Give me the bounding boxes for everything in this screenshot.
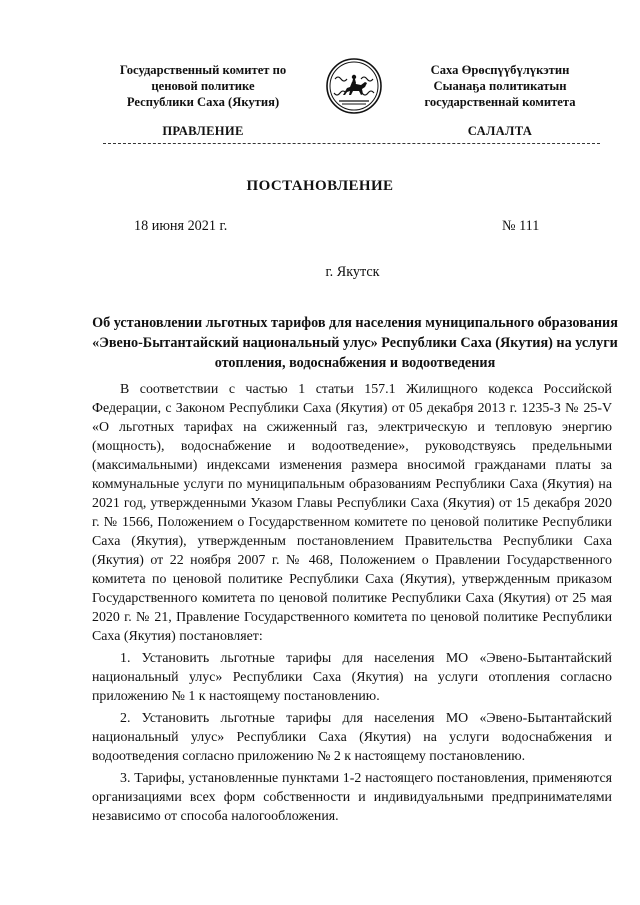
list-item: 2. Установить льготные тарифы для населения МО «Эвено-Бытантайский национальный улус» Республики Саха (Якутия) на услуги водоснабжения и водоотведения согласно приложению № 2 к настоящему постановлению. (92, 711, 612, 764)
header-left-line: Республики Саха (Якутия) (126, 95, 280, 109)
header-left-subtitle: ПРАВЛЕНИЕ (162, 124, 244, 138)
preamble-paragraph: В соответствии с частью 1 статьи 157.1 Жилищного кодекса Российской Федерации, с Законом Республики Саха (Якутия) от 05 декабря 2013 г. 1235-З № 25-V «О льготных тарифах на сжиженный газ, электрическую и тепловую энергию (мощность), водоснабжение и водоотведение», руководствуясь предельными (максимальными) индексами изменения размера вносимой гражданами платы за коммунальные услуги по муниципальным образованиям Республики Саха (Якутия) на 2021 год, утвержденными Указом Главы Республики Саха (Якутия) от 15 декабря 2020 г. № 1566, Положением о Государственном комитете по ценовой политике Республики Саха (Якутия), утвержденным постановлением Правительства Республики Саха (Якутия) от 22 ноября 2007 г. № 468, Положением о Правлении Государственного комитета по ценовой политике Республики Саха (Якутия), утвержденным приказом Государственного комитета по ценовой политике Республики Саха (Якутия) от 25 мая 2020 г. № 21, Правление Государственного комитета по ценовой политике Республики Саха (Якутия) постановляет: (92, 382, 612, 644)
document-title: ПОСТАНОВЛЕНИЕ (246, 178, 394, 194)
header-left-line: Государственный комитет по (119, 63, 287, 77)
document-body (92, 380, 612, 826)
header-divider (103, 143, 600, 144)
header-right-org (400, 62, 600, 110)
document-subject: Об установлении льготных тарифов для населения муниципального образования «Эвено-Бытантайский национальный улус» Республики Саха (Якутия) на услуги отопления, водоснабжения и водоотведения (92, 315, 618, 371)
list-item: 1. Установить льготные тарифы для населения МО «Эвено-Бытантайский национальный улус» Республики Саха (Якутия) на услуги отопления согласно приложению № 1 к настоящему постановлению. (92, 651, 612, 704)
header-right-line: государственнай комитета (424, 95, 576, 109)
header-left-org (98, 62, 308, 110)
header-right-line: Сыанаҕа политикатын (433, 79, 567, 93)
list-item: 3. Тарифы, установленные пунктами 1-2 настоящего постановления, применяются организациями всех форм собственности и индивидуальными предпринимателями независимо от способа налогообложения. (92, 771, 612, 824)
document-number: № 111 (502, 218, 540, 234)
header-right-line: Саха Өрөспүүбүлүкэтин (430, 63, 570, 77)
header-right-subtitle: САЛАЛТА (467, 124, 533, 138)
document-city: г. Якутск (325, 264, 380, 280)
document-date: 18 июня 2021 г. (134, 218, 228, 234)
sakha-emblem-icon (323, 57, 385, 115)
header-left-line: ценовой политике (151, 79, 255, 93)
